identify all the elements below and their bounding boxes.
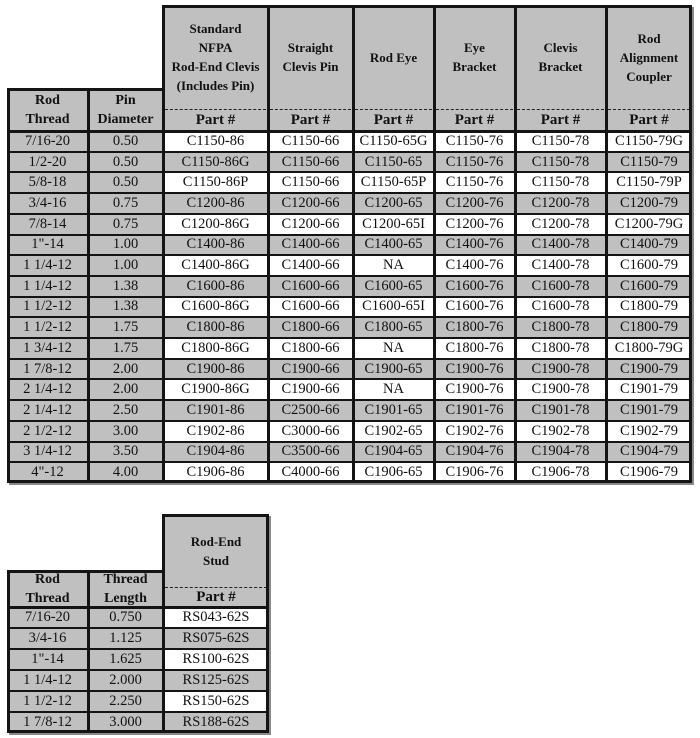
part-number-cell: C1906-79 bbox=[606, 462, 692, 483]
part-number-cell: C1150-65 bbox=[353, 152, 434, 173]
rod-thread-cell: 1 1/2-12 bbox=[7, 317, 88, 338]
part-number-cell: C1400-66 bbox=[268, 255, 353, 276]
part-number-cell: RS125-62S bbox=[163, 670, 269, 691]
header-line: Straight bbox=[287, 40, 334, 55]
part-number-cell: C1800-76 bbox=[434, 338, 515, 359]
part-number-subheader: Part # bbox=[268, 109, 353, 131]
part-number-cell: C3000-66 bbox=[268, 421, 353, 442]
part-number-cell: C1200-78 bbox=[515, 193, 606, 214]
part-number-cell: C1600-86 bbox=[163, 276, 268, 297]
part-number-cell: C1150-79G bbox=[606, 131, 692, 152]
part-number-cell: C1600-65 bbox=[353, 276, 434, 297]
rod-thread-cell: 3/4-16 bbox=[7, 193, 88, 214]
header-line: Clevis Pin bbox=[282, 59, 339, 74]
part-number-cell: C1200-66 bbox=[268, 214, 353, 235]
part-number-cell: C1150-66 bbox=[268, 172, 353, 193]
pin-diameter-cell: 0.75 bbox=[88, 193, 163, 214]
rod-thread-cell: 7/16-20 bbox=[7, 607, 88, 628]
part-number-cell: C1900-78 bbox=[515, 379, 606, 400]
part-number-cell: C1150-79 bbox=[606, 152, 692, 173]
part-number-cell: RS150-62S bbox=[163, 691, 269, 712]
part-number-cell: RS188-62S bbox=[163, 712, 269, 733]
header-line: Rod-End bbox=[190, 533, 242, 549]
part-number-cell: C1150-66 bbox=[268, 152, 353, 173]
part-number-cell: C1800-66 bbox=[268, 338, 353, 359]
thread-length-cell: 2.000 bbox=[88, 670, 163, 691]
thread-length-cell: 2.250 bbox=[88, 691, 163, 712]
part-number-cell: NA bbox=[353, 255, 434, 276]
header-line: Rod Eye bbox=[369, 49, 418, 65]
part-number-cell: C1200-66 bbox=[268, 193, 353, 214]
rod-thread-cell: 1 1/4-12 bbox=[7, 670, 88, 691]
part-number-cell: C1902-86 bbox=[163, 421, 268, 442]
part-number-cell: C1150-78 bbox=[515, 131, 606, 152]
header-line: Rod bbox=[637, 30, 661, 46]
part-number-cell: C1906-76 bbox=[434, 462, 515, 483]
part-number-cell: C1600-79 bbox=[606, 255, 692, 276]
header-line: Thread bbox=[25, 590, 70, 606]
part-number-cell: C1150-76 bbox=[434, 152, 515, 173]
part-number-cell: NA bbox=[353, 338, 434, 359]
part-number-cell: C1400-78 bbox=[515, 235, 606, 256]
part-number-cell: RS100-62S bbox=[163, 649, 269, 670]
part-number-cell: C2500-66 bbox=[268, 400, 353, 421]
rod-thread-cell: 3/4-16 bbox=[7, 628, 88, 649]
header-line: (Includes Pin) bbox=[176, 78, 255, 93]
part-number-cell: C1901-76 bbox=[434, 400, 515, 421]
part-number-cell: C1150-66 bbox=[268, 131, 353, 152]
part-number-cell: C1150-86 bbox=[163, 131, 268, 152]
header-line: Standard bbox=[189, 21, 242, 36]
header-line: Alignment bbox=[619, 49, 679, 65]
pin-diameter-cell: 0.50 bbox=[88, 152, 163, 173]
part-number-cell: C1900-65 bbox=[353, 359, 434, 380]
part-number-subheader: Part # bbox=[515, 109, 606, 131]
pin-diameter-cell: 1.00 bbox=[88, 255, 163, 276]
table-shadow bbox=[9, 733, 271, 735]
part-number-cell: C1600-79 bbox=[606, 276, 692, 297]
part-number-cell: C1150-79P bbox=[606, 172, 692, 193]
rod-thread-cell: 1 1/2-12 bbox=[7, 297, 88, 318]
header-line: Pin bbox=[115, 92, 136, 108]
table-shadow bbox=[269, 516, 271, 735]
part-number-cell: C1800-79 bbox=[606, 297, 692, 318]
part-number-cell: C1900-76 bbox=[434, 359, 515, 380]
thread-length-cell: 3.000 bbox=[88, 712, 163, 733]
part-number-cell: C1400-86 bbox=[163, 235, 268, 256]
pin-diameter-cell: 2.00 bbox=[88, 359, 163, 380]
part-number-cell: C1200-78 bbox=[515, 214, 606, 235]
pin-diameter-cell: 0.75 bbox=[88, 214, 163, 235]
part-number-cell: RS043-62S bbox=[163, 607, 269, 628]
rod-thread-cell: 1"-14 bbox=[7, 235, 88, 256]
rod-thread-cell: 7/8-14 bbox=[7, 214, 88, 235]
rod-thread-cell: 1"-14 bbox=[7, 649, 88, 670]
header-line: NFPA bbox=[198, 40, 233, 55]
part-number-cell: C1906-65 bbox=[353, 462, 434, 483]
rod-thread-cell: 1 1/4-12 bbox=[7, 276, 88, 297]
part-number-cell: C1902-78 bbox=[515, 421, 606, 442]
part-number-cell: C1900-76 bbox=[434, 379, 515, 400]
part-number-cell: C1150-65P bbox=[353, 172, 434, 193]
rod-thread-cell: 1 1/4-12 bbox=[7, 255, 88, 276]
part-number-subheader: Part # bbox=[353, 109, 434, 131]
pin-diameter-cell: 2.50 bbox=[88, 400, 163, 421]
part-number-cell: C1200-76 bbox=[434, 214, 515, 235]
part-number-cell: C1400-76 bbox=[434, 255, 515, 276]
pin-diameter-cell: 1.38 bbox=[88, 297, 163, 318]
part-number-cell: C1901-86 bbox=[163, 400, 268, 421]
part-number-cell: C1904-65 bbox=[353, 442, 434, 463]
part-number-cell: C1900-79 bbox=[606, 359, 692, 380]
header-line: Length bbox=[104, 590, 147, 606]
left-header-frame bbox=[7, 570, 165, 733]
part-number-cell: C1150-86G bbox=[163, 152, 268, 173]
part-number-subheader: Part # bbox=[434, 109, 515, 131]
part-number-cell: C1900-86G bbox=[163, 379, 268, 400]
part-number-cell: NA bbox=[353, 379, 434, 400]
rod-thread-cell: 4"-12 bbox=[7, 462, 88, 483]
part-number-cell: C1900-66 bbox=[268, 379, 353, 400]
part-number-cell: C1902-79 bbox=[606, 421, 692, 442]
part-number-cell: C1200-76 bbox=[434, 193, 515, 214]
part-number-cell: C1600-65I bbox=[353, 297, 434, 318]
left-header-frame bbox=[7, 88, 165, 483]
part-number-cell: C1904-86 bbox=[163, 442, 268, 463]
table-shadow bbox=[692, 7, 694, 485]
header-line: Thread bbox=[103, 571, 148, 587]
part-number-cell: C1400-76 bbox=[434, 235, 515, 256]
part-number-cell: C1200-65I bbox=[353, 214, 434, 235]
part-number-cell: C1600-76 bbox=[434, 297, 515, 318]
part-number-cell: C1600-66 bbox=[268, 276, 353, 297]
part-number-cell: C1800-78 bbox=[515, 317, 606, 338]
rod-thread-cell: 1 7/8-12 bbox=[7, 712, 88, 733]
part-number-cell: C1800-76 bbox=[434, 317, 515, 338]
part-number-cell: C1904-79 bbox=[606, 442, 692, 463]
part-number-cell: C1900-66 bbox=[268, 359, 353, 380]
rod-thread-cell: 2 1/4-12 bbox=[7, 400, 88, 421]
part-number-cell: C1900-86 bbox=[163, 359, 268, 380]
rod-thread-cell: 2 1/4-12 bbox=[7, 379, 88, 400]
part-number-cell: C1600-78 bbox=[515, 297, 606, 318]
part-number-cell: C1800-86G bbox=[163, 338, 268, 359]
part-number-cell: C1800-86 bbox=[163, 317, 268, 338]
part-number-cell: C1902-76 bbox=[434, 421, 515, 442]
pin-diameter-cell: 0.50 bbox=[88, 131, 163, 152]
part-number-cell: C1400-86G bbox=[163, 255, 268, 276]
rod-thread-cell: 1 7/8-12 bbox=[7, 359, 88, 380]
rod-thread-cell: 3 1/4-12 bbox=[7, 442, 88, 463]
pin-diameter-cell: 0.50 bbox=[88, 172, 163, 193]
part-number-cell: C1400-65 bbox=[353, 235, 434, 256]
part-number-cell: C1150-78 bbox=[515, 152, 606, 173]
part-number-cell: C1902-65 bbox=[353, 421, 434, 442]
header-line: Diameter bbox=[97, 111, 154, 127]
part-number-cell: C1200-86 bbox=[163, 193, 268, 214]
part-number-cell: C1901-65 bbox=[353, 400, 434, 421]
pin-diameter-cell: 2.00 bbox=[88, 379, 163, 400]
rod-thread-cell: 5/8-18 bbox=[7, 172, 88, 193]
part-block-frame bbox=[162, 5, 692, 483]
pin-diameter-cell: 1.38 bbox=[88, 276, 163, 297]
header-line: Bracket bbox=[452, 59, 497, 74]
part-number-cell: C1900-78 bbox=[515, 359, 606, 380]
thread-length-cell: 1.625 bbox=[88, 649, 163, 670]
part-number-cell: C1200-79 bbox=[606, 193, 692, 214]
header-line: Rod-End Clevis bbox=[171, 59, 260, 74]
part-number-cell: C1800-65 bbox=[353, 317, 434, 338]
rod-thread-cell: 1 3/4-12 bbox=[7, 338, 88, 359]
part-number-cell: C1600-78 bbox=[515, 276, 606, 297]
pin-diameter-cell: 1.75 bbox=[88, 317, 163, 338]
part-number-cell: C1600-76 bbox=[434, 276, 515, 297]
part-number-cell: C1150-78 bbox=[515, 172, 606, 193]
part-number-cell: C1400-66 bbox=[268, 235, 353, 256]
part-number-subheader: Part # bbox=[163, 109, 268, 131]
part-number-cell: C1600-86G bbox=[163, 297, 268, 318]
header-line: Coupler bbox=[626, 68, 672, 84]
pin-diameter-cell: 4.00 bbox=[88, 462, 163, 483]
pin-diameter-cell: 3.50 bbox=[88, 442, 163, 463]
pin-diameter-cell: 3.00 bbox=[88, 421, 163, 442]
part-number-subheader: Part # bbox=[606, 109, 692, 131]
part-number-cell: C1904-78 bbox=[515, 442, 606, 463]
part-number-subheader: Part # bbox=[163, 587, 269, 607]
rod-thread-cell: 2 1/2-12 bbox=[7, 421, 88, 442]
rod-thread-cell: 1/2-20 bbox=[7, 152, 88, 173]
part-number-cell: C3500-66 bbox=[268, 442, 353, 463]
table-shadow bbox=[9, 483, 694, 485]
part-block-frame bbox=[162, 514, 269, 733]
pin-diameter-cell: 1.75 bbox=[88, 338, 163, 359]
part-number-cell: C1800-79G bbox=[606, 338, 692, 359]
part-number-cell: C1600-66 bbox=[268, 297, 353, 318]
part-number-cell: C1800-78 bbox=[515, 338, 606, 359]
header-line: Bracket bbox=[538, 59, 583, 74]
header-line: Clevis bbox=[543, 40, 578, 55]
part-number-cell: C1150-76 bbox=[434, 131, 515, 152]
thread-length-cell: 1.125 bbox=[88, 628, 163, 649]
part-number-cell: C1906-78 bbox=[515, 462, 606, 483]
part-number-cell: C1901-78 bbox=[515, 400, 606, 421]
header-line: Rod bbox=[35, 92, 60, 108]
part-number-cell: C1150-86P bbox=[163, 172, 268, 193]
part-number-cell: C1200-79G bbox=[606, 214, 692, 235]
part-number-cell: RS075-62S bbox=[163, 628, 269, 649]
part-number-cell: C1400-79 bbox=[606, 235, 692, 256]
part-number-cell: C4000-66 bbox=[268, 462, 353, 483]
part-number-cell: C1901-79 bbox=[606, 379, 692, 400]
pin-diameter-cell: 1.00 bbox=[88, 235, 163, 256]
part-number-cell: C1906-86 bbox=[163, 462, 268, 483]
part-number-cell: C1800-79 bbox=[606, 317, 692, 338]
part-number-cell: C1400-78 bbox=[515, 255, 606, 276]
rod-thread-cell: 7/16-20 bbox=[7, 131, 88, 152]
part-number-cell: C1200-86G bbox=[163, 214, 268, 235]
thread-length-cell: 0.750 bbox=[88, 607, 163, 628]
part-number-cell: C1901-79 bbox=[606, 400, 692, 421]
part-number-cell: C1800-66 bbox=[268, 317, 353, 338]
header-line: Rod bbox=[35, 571, 60, 587]
rod-thread-cell: 1 1/2-12 bbox=[7, 691, 88, 712]
header-line: Thread bbox=[25, 111, 70, 127]
header-line: Stud bbox=[202, 552, 229, 568]
part-number-cell: C1904-76 bbox=[434, 442, 515, 463]
part-number-cell: C1150-76 bbox=[434, 172, 515, 193]
header-line: Eye bbox=[464, 40, 485, 55]
part-number-cell: C1200-65 bbox=[353, 193, 434, 214]
part-number-cell: C1150-65G bbox=[353, 131, 434, 152]
